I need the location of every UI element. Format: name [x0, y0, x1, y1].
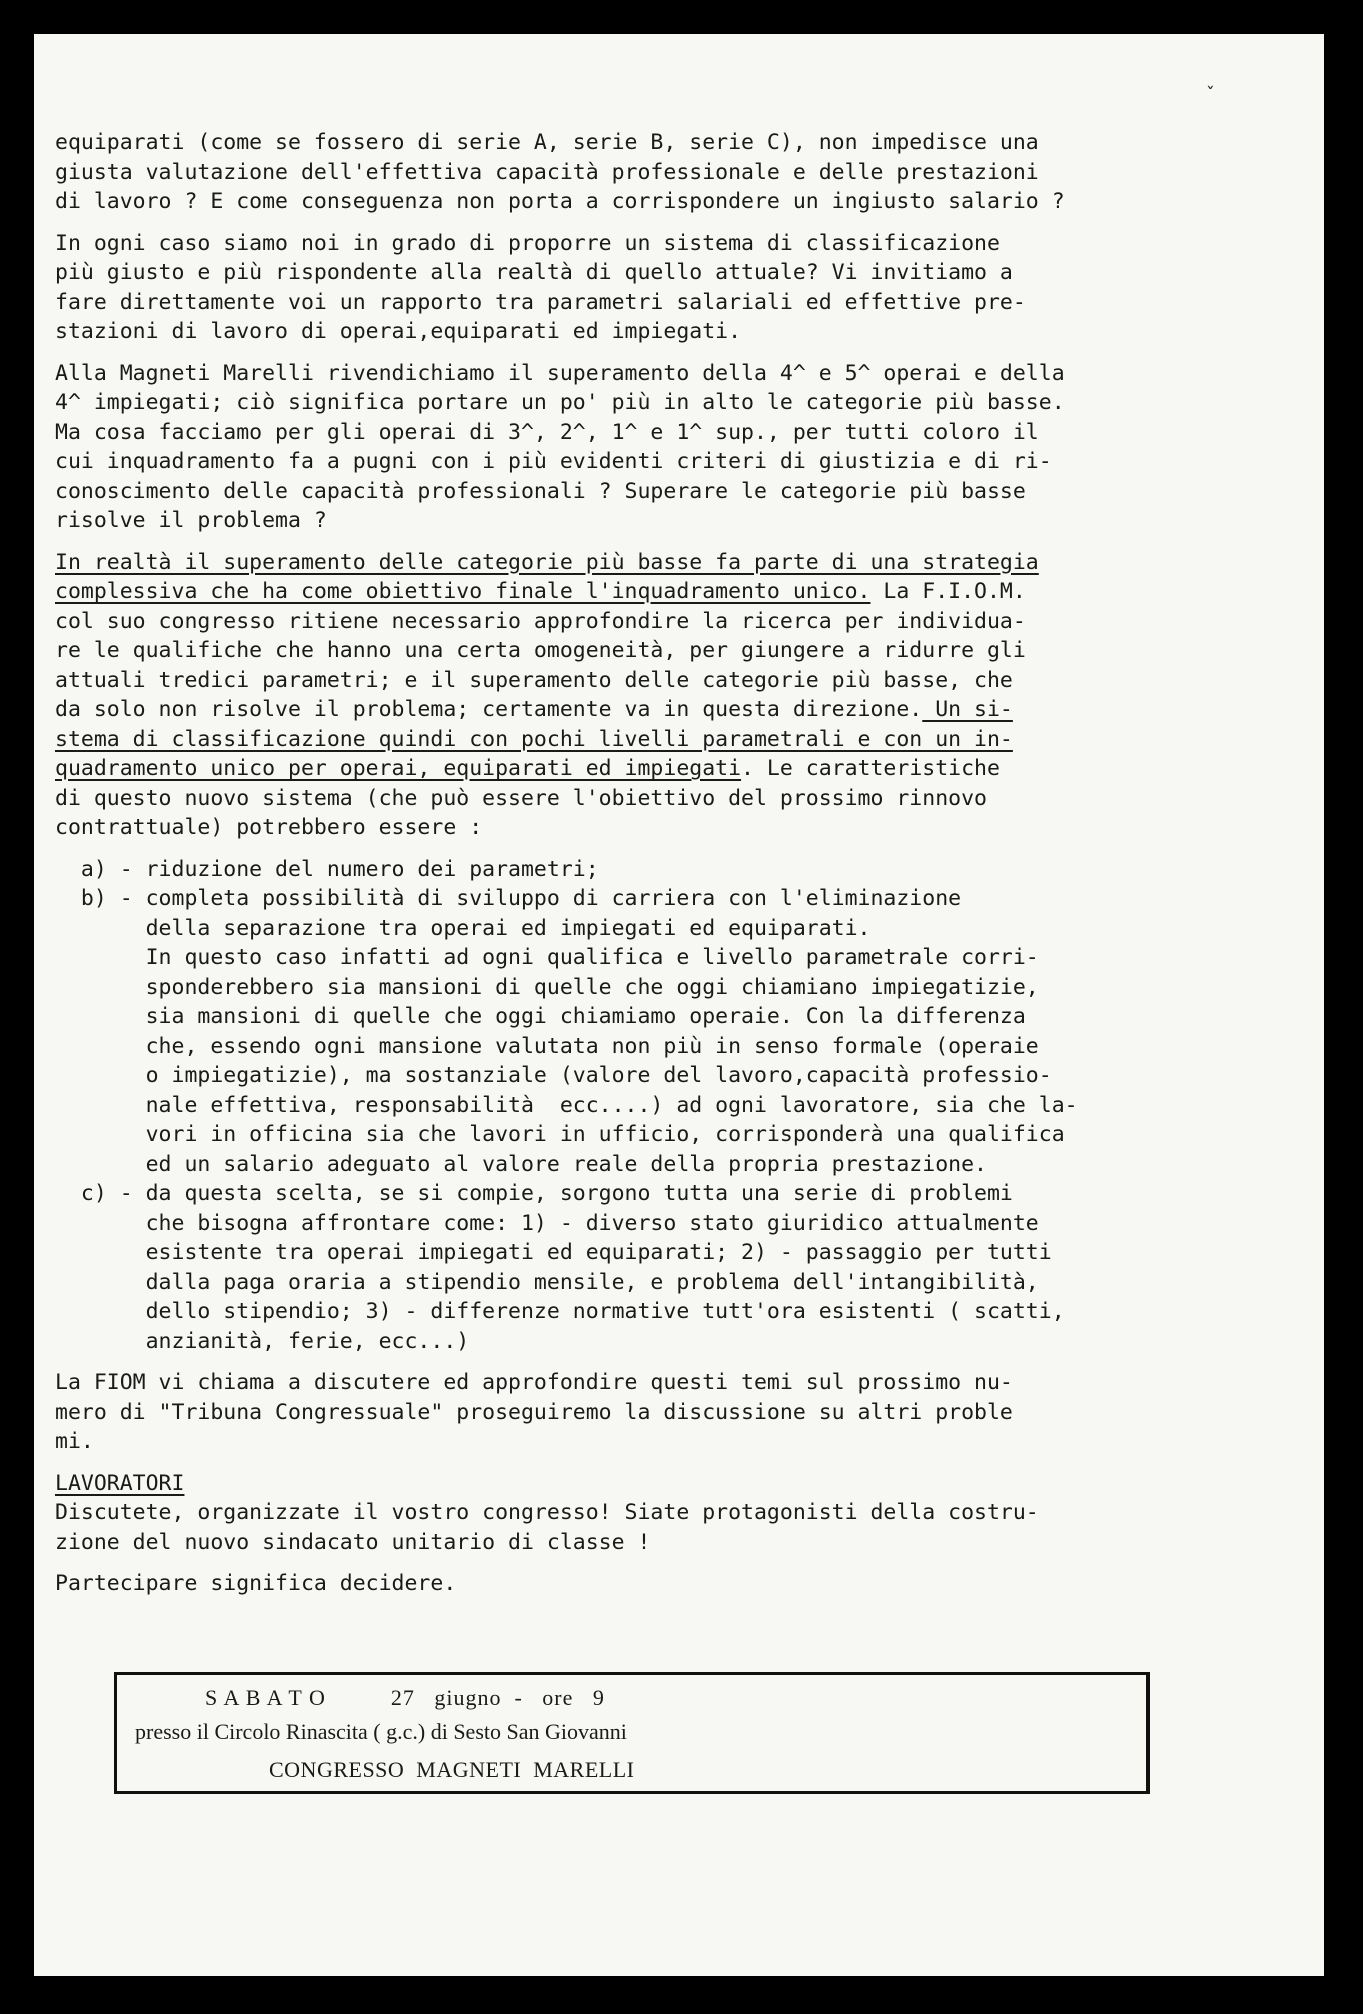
corner-mark: ˇ: [1205, 84, 1216, 105]
text-line: 4^ impiegati; ciò significa portare un po' più in alto le categorie più basse.: [55, 390, 1065, 415]
text-line: risolve il problema ?: [55, 508, 327, 533]
list-item: a) - riduzione del numero dei parametri;: [55, 856, 599, 882]
text-line: re le qualifiche che hanno una certa omogeneità, per giungere a ridurre gli: [55, 638, 1026, 663]
list-item: sponderebbero sia mansioni di quelle che oggi chiamiano impiegatizie,: [55, 974, 1039, 1000]
text-line: Alla Magneti Marelli rivendichiamo il superamento della 4^ e 5^ operai e della: [55, 360, 1065, 386]
workers-appeal: [55, 1469, 1255, 1558]
text-line: attuali tredici parametri; e il superamento delle categorie più basse, che: [55, 667, 1013, 693]
list-item: anzianità, ferie, ecc...): [55, 1328, 470, 1354]
section-heading: LAVORATORI: [55, 1470, 185, 1496]
list-item: esistente tra operai impiegati ed equiparati; 2) - passaggio per tutti: [55, 1240, 1052, 1265]
text-line: di questo nuovo sistema (che può essere l'obiettivo del prossimo rinnovo: [55, 785, 987, 811]
text-line: col suo congresso ritiene necessario approfondire la ricerca per individua-: [55, 608, 1026, 634]
underlined-span: Un si-: [922, 697, 1013, 722]
text-line: zione del nuovo sindacato unitario di classe !: [55, 1529, 651, 1555]
document-body: [55, 128, 1255, 1599]
list-item: In questo caso infatti ad ogni qualifica e livello parametrale corri-: [55, 945, 1039, 970]
list-item: vori in officina sia che lavori in ufficio, corrisponderà una qualifica: [55, 1122, 1065, 1147]
text-line: La FIOM vi chiama a discutere ed approfondire questi temi sul prossimo nu-: [55, 1370, 1013, 1395]
venue-line: presso il Circolo Rinascita ( g.c.) di Sesto San Giovanni: [135, 1719, 627, 1744]
text-span: La F.I.O.M.: [870, 579, 1026, 604]
text-line: [55, 754, 1255, 784]
text-line: [55, 577, 1255, 607]
list-item: che, essendo ogni mansione valutata non più in senso formale (operaie: [55, 1033, 1039, 1059]
underlined-line: In realtà il superamento delle categorie più basse fa parte di una strategia: [55, 549, 1039, 575]
underlined-span: quadramento unico per operai, equiparati ed impiegati: [55, 756, 742, 781]
paragraph-3: [55, 359, 1255, 536]
text-span: da solo non risolve il problema; certamente va in questa direzione.: [55, 697, 923, 722]
requirements-list: [55, 855, 1255, 1357]
list-item: dalla paga oraria a stipendio mensile, e problema dell'intangibilità,: [55, 1269, 1039, 1295]
text-line: In ogni caso siamo noi in grado di proporre un sistema di classificazione: [55, 230, 1000, 256]
paragraph-1: [55, 128, 1255, 217]
list-item: della separazione tra operai ed impiegati ed equiparati.: [55, 915, 871, 941]
slogan: Partecipare significa decidere.: [55, 1571, 457, 1596]
text-line: [55, 695, 1255, 725]
text-line: conoscimento delle capacità professionali ? Superare le categorie più basse: [55, 478, 1026, 504]
list-item: sia mansioni di quelle che oggi chiamiamo operaie. Con la differenza: [55, 1004, 1026, 1029]
text-line: Discutete, organizzate il vostro congresso! Siate protagonisti della costru-: [55, 1500, 1039, 1525]
text-line: giusta valutazione dell'effettiva capacità professionale e delle prestazioni: [55, 159, 1039, 185]
list-item: che bisogna affrontare come: 1) - diverso stato giuridico attualmente: [55, 1210, 1039, 1236]
list-item: dello stipendio; 3) - differenze normative tutt'ora esistenti ( scatti,: [55, 1299, 1065, 1324]
underlined-span: complessiva che ha come obiettivo finale l'inquadramento unico.: [55, 579, 871, 604]
paragraph-2: [55, 229, 1255, 347]
text-span: . Le caratteristiche: [741, 756, 1000, 781]
text-line: più giusto e più rispondente alla realtà di quello attuale? Vi invitiamo a: [55, 260, 1013, 285]
list-item: o impiegatizie), ma sostanziale (valore del lavoro,capacità professio-: [55, 1063, 1052, 1088]
text-line: cui inquadramento fa a pugni con i più evidenti criteri di giustizia e di ri-: [55, 449, 1052, 474]
event-title: CONGRESSO MAGNETI MARELLI: [269, 1757, 635, 1782]
closing-paragraph: [55, 1368, 1255, 1457]
date-line: S A B A T O 27 giugno - ore 9: [205, 1685, 605, 1710]
text-line: equiparati (come se fossero di serie A, serie B, serie C), non impedisce una: [55, 130, 1039, 155]
list-item: b) - completa possibilità di sviluppo di carriera con l'eliminazione: [55, 886, 962, 911]
text-line: fare direttamente voi un rapporto tra parametri salariali ed effettive pre-: [55, 289, 1026, 315]
text-line: mi.: [55, 1429, 94, 1454]
list-item: ed un salario adeguato al valore reale della propria prestazione.: [55, 1151, 987, 1177]
text-line: Ma cosa facciamo per gli operai di 3^, 2^, 1^ e 1^ sup., per tutti coloro il: [55, 419, 1039, 445]
text-line: di lavoro ? E come conseguenza non porta a corrispondere un ingiusto salario ?: [55, 189, 1065, 214]
list-item: c) - da questa scelta, se si compie, sorgono tutta una serie di problemi: [55, 1181, 1013, 1206]
underlined-line: stema di classificazione quindi con pochi livelli parametrali e con un in-: [55, 726, 1013, 752]
congress-announcement-box: [114, 1672, 1150, 1794]
text-line: stazioni di lavoro di operai,equiparati ed impiegati.: [55, 319, 742, 344]
text-line: contrattuale) potrebbero essere :: [55, 815, 483, 840]
text-line: mero di "Tribuna Congressuale" proseguiremo la discussione su altri proble: [55, 1399, 1013, 1425]
paragraph-4: [55, 548, 1255, 843]
list-item: nale effettiva, responsabilità ecc....) ad ogni lavoratore, sia che la-: [55, 1092, 1078, 1118]
